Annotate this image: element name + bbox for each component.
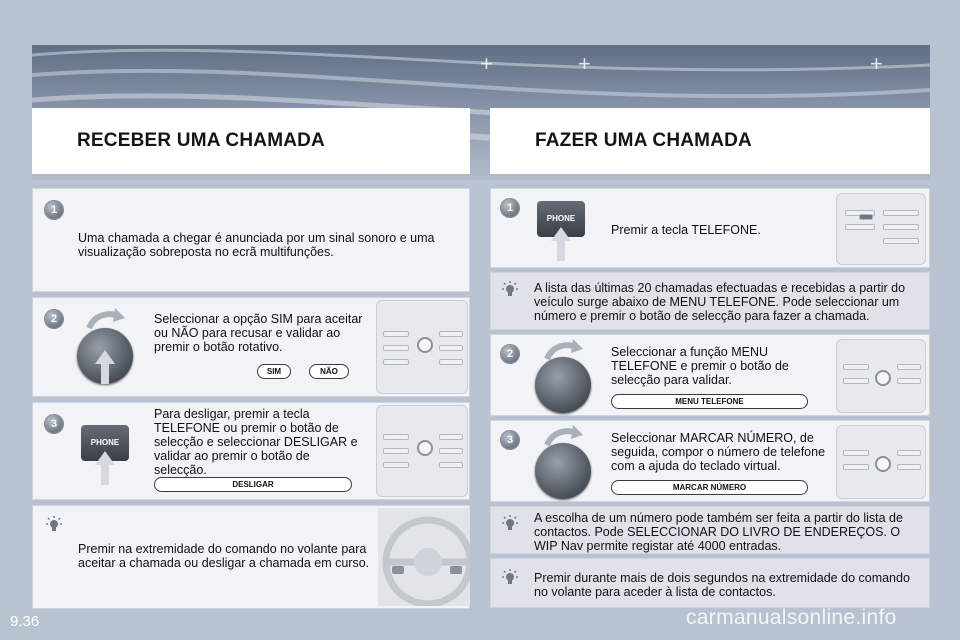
right-tip1-text: A lista das últimas 20 chamadas efectuadas e recebidas a partir do veículo surge abaixo de MENU TELEFONE. Pode seleccionar um número e premir o botão de selecção para fazer a chamada. bbox=[534, 281, 906, 323]
step-number-badge: 3 bbox=[45, 415, 63, 433]
right-tip3-panel bbox=[490, 558, 930, 608]
steering-wheel-icon bbox=[378, 508, 470, 606]
lightbulb-icon bbox=[501, 569, 519, 587]
radio-control-panel-image bbox=[376, 405, 468, 497]
radio-control-panel-image bbox=[376, 300, 468, 394]
right-tip2-panel bbox=[490, 506, 930, 554]
marcar-numero-button[interactable]: MARCAR NÚMERO bbox=[611, 480, 808, 495]
right-step2-text: Seleccionar a função MENU TELEFONE e premir o botão de selecção para validar. bbox=[611, 345, 789, 387]
radio-control-panel-image bbox=[836, 193, 926, 265]
rotary-knob-icon bbox=[535, 357, 591, 413]
lightbulb-icon bbox=[501, 281, 519, 299]
push-arrow-icon bbox=[95, 350, 115, 384]
right-title-box bbox=[490, 108, 930, 174]
right-tip1-panel bbox=[490, 272, 930, 330]
svg-text:+: + bbox=[480, 51, 493, 76]
left-section-title: RECEBER UMA CHAMADA bbox=[77, 130, 325, 151]
phone-key-highlight bbox=[859, 214, 873, 220]
step-number-badge: 1 bbox=[45, 201, 63, 219]
right-step2-panel bbox=[490, 334, 930, 416]
step-number-badge: 2 bbox=[45, 310, 63, 328]
right-tip3-text: Premir durante mais de dois segundos na extremidade do comando no volante para aceder à lista de contactos. bbox=[534, 571, 910, 599]
rotary-knob-icon bbox=[535, 443, 591, 499]
left-step3-text: Para desligar, premir a tecla TELEFONE ou premir o botão de selecção e seleccionar DESLIGAR e validar ao premir o botão de selecção. bbox=[154, 407, 358, 477]
knob-icon bbox=[875, 370, 891, 386]
phone-key-icon: PHONE bbox=[81, 425, 129, 461]
knob-icon bbox=[417, 440, 433, 456]
left-step3-panel bbox=[32, 402, 470, 500]
right-step3-panel bbox=[490, 420, 930, 502]
page-number: 9.36 bbox=[10, 613, 40, 630]
push-arrow-icon bbox=[551, 227, 571, 261]
radio-control-panel-image bbox=[836, 425, 926, 499]
radio-control-panel-image bbox=[836, 339, 926, 413]
rotate-arrow-icon bbox=[85, 308, 125, 330]
knob-icon bbox=[417, 337, 433, 353]
right-section-title: FAZER UMA CHAMADA bbox=[535, 130, 752, 151]
menu-telefone-button[interactable]: MENU TELEFONE bbox=[611, 394, 808, 409]
step-number-badge: 1 bbox=[501, 199, 519, 217]
step-number-badge: 3 bbox=[501, 431, 519, 449]
right-tip2-text: A escolha de um número pode também ser feita a partir do lista de contactos. Pode SELECCIONAR DO LIVRO DE ENDEREÇOS. O WIP Nav permite registar até 4000 entradas. bbox=[534, 511, 903, 553]
svg-text:+: + bbox=[578, 51, 591, 76]
left-title-box bbox=[32, 108, 470, 174]
left-step1-text: Uma chamada a chegar é anunciada por um sinal sonoro e uma visualização sobreposta no ecrã multifunções. bbox=[78, 231, 435, 259]
right-step3-text: Seleccionar MARCAR NÚMERO, de seguida, compor o número de telefone com a ajuda do teclado virtual. bbox=[611, 431, 826, 473]
push-arrow-icon bbox=[95, 451, 115, 485]
left-step1-panel bbox=[32, 188, 470, 292]
left-step2-text: Seleccionar a opção SIM para aceitar ou NÃO para recusar e validar ao premir o botão rotativo. bbox=[154, 312, 363, 354]
right-step1-text: Premir a tecla TELEFONE. bbox=[611, 223, 761, 237]
svg-text:+: + bbox=[870, 51, 883, 76]
steering-wheel-image bbox=[378, 508, 470, 606]
lightbulb-icon bbox=[45, 516, 63, 534]
left-tip-text: Premir na extremidade do comando no volante para aceitar a chamada ou desligar a chamada em curso. bbox=[78, 542, 370, 570]
step-number-badge: 2 bbox=[501, 345, 519, 363]
right-step1-panel bbox=[490, 188, 930, 268]
watermark: carmanualsonline.info bbox=[686, 606, 897, 629]
sim-button[interactable]: SIM bbox=[257, 364, 291, 379]
left-step2-panel bbox=[32, 297, 470, 397]
desligar-button[interactable]: DESLIGAR bbox=[154, 477, 352, 492]
phone-key-icon: PHONE bbox=[537, 201, 585, 237]
lightbulb-icon bbox=[501, 515, 519, 533]
nao-button[interactable]: NÃO bbox=[309, 364, 349, 379]
knob-icon bbox=[875, 456, 891, 472]
